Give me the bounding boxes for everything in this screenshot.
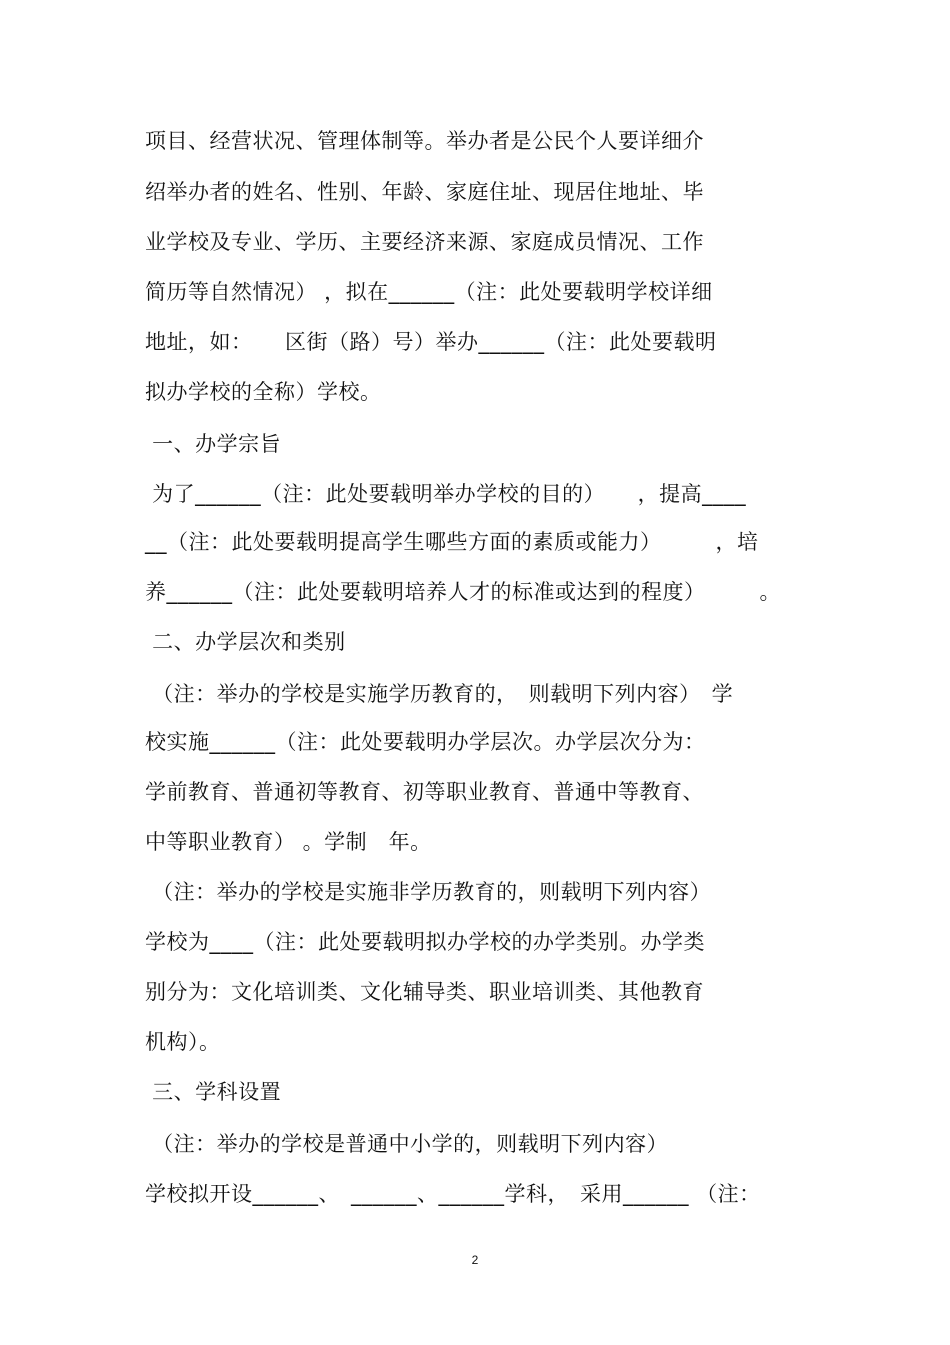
text-line: 项目、经营状况、管理体制等。举办者是公民个人要详细介 bbox=[145, 129, 704, 153]
text-line: 养______（注：此处要载明培养人才的标准或达到的程度） 。 bbox=[145, 580, 781, 604]
text-line: 绍举办者的姓名、性别、年龄、家庭住址、现居住地址、毕 bbox=[145, 180, 704, 204]
section-heading: 一、办学宗旨 bbox=[145, 432, 282, 456]
section-heading: 三、学科设置 bbox=[145, 1080, 282, 1104]
text-line: 学校拟开设______、 ______、______学科， 采用______ （注： bbox=[145, 1182, 761, 1206]
text-line: 别分为：文化培训类、文化辅导类、职业培训类、其他教育 bbox=[145, 980, 704, 1004]
text-line: 业学校及专业、学历、主要经济来源、家庭成员情况、工作 bbox=[145, 230, 704, 254]
text-line: （注：举办的学校是实施非学历教育的，则载明下列内容） bbox=[145, 880, 712, 904]
text-line: 机构）。 bbox=[145, 1030, 221, 1054]
text-line: 学前教育、普通初等教育、初等职业教育、普通中等教育、 bbox=[145, 780, 704, 804]
text-line: 简历等自然情况） ，拟在______（注：此处要载明学校详细 bbox=[145, 280, 713, 304]
text-line: 地址，如： 区街（路）号）举办______（注：此处要载明 bbox=[145, 330, 717, 354]
text-line: 学校为____（注：此处要载明拟办学校的办学类别。办学类 bbox=[145, 930, 705, 954]
text-line: （注：举办的学校是实施学历教育的， 则载明下列内容） 学 bbox=[145, 682, 734, 706]
text-line: 为了______（注：此处要载明举办学校的目的） ，提高____ bbox=[145, 482, 747, 506]
text-line: 校实施______（注：此处要载明办学层次。办学层次分为： bbox=[145, 730, 706, 754]
text-line: 中等职业教育） 。学制 年。 bbox=[145, 830, 432, 854]
section-heading: 二、办学层次和类别 bbox=[145, 630, 346, 654]
page-number: 2 bbox=[471, 1253, 479, 1267]
text-line: __（注：此处要载明提高学生哪些方面的素质或能力） ，培 bbox=[145, 530, 759, 554]
text-line: （注：举办的学校是普通中小学的，则载明下列内容） bbox=[145, 1132, 669, 1156]
text-line: 拟办学校的全称）学校。 bbox=[145, 380, 382, 404]
